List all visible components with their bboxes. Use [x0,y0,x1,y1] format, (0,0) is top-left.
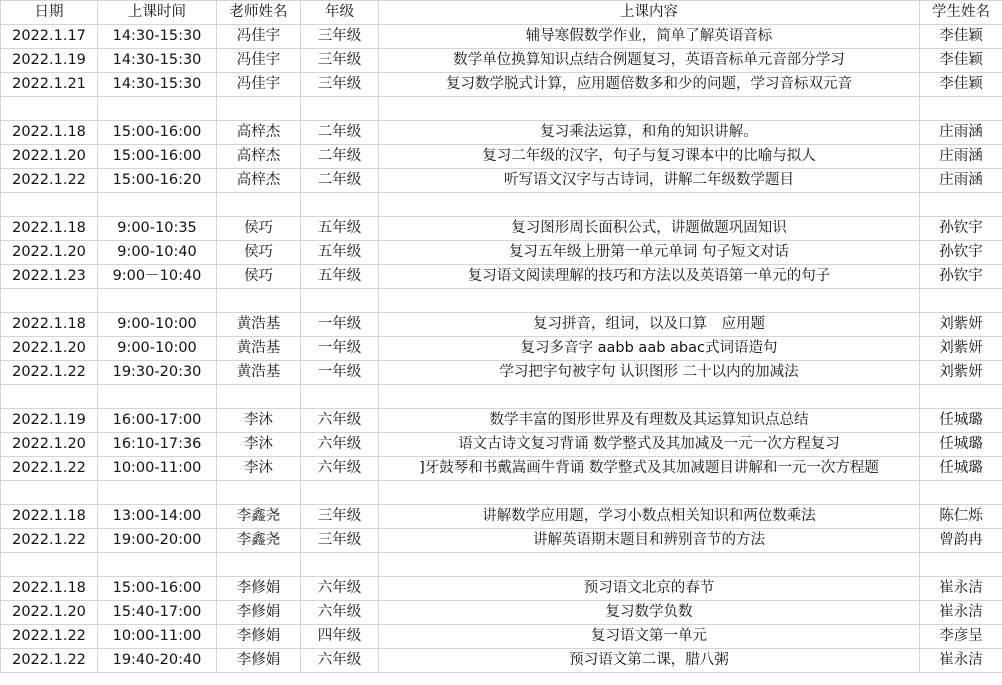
empty-cell[interactable] [217,193,301,217]
date-cell[interactable]: 2022.1.20 [1,433,98,457]
table-row [1,577,1002,601]
grade-cell[interactable]: 六年级 [301,457,379,481]
student-cell[interactable]: 崔永洁 [920,649,1002,673]
time-cell[interactable]: 15:40-17:00 [98,601,217,625]
content-cell[interactable]: ]牙鼓琴和书戴嵩画牛背诵 数学整式及其加减题目讲解和一元一次方程题 [379,457,920,481]
content-cell[interactable]: 复习二年级的汉字，句子与复习课本中的比喻与拟人 [379,145,920,169]
empty-cell[interactable] [301,97,379,121]
teacher-cell[interactable]: 侯巧 [217,265,301,289]
content-cell[interactable]: 数学丰富的图形世界及有理数及其运算知识点总结 [379,409,920,433]
teacher-cell[interactable]: 高梓杰 [217,169,301,193]
time-cell[interactable]: 10:00-11:00 [98,625,217,649]
empty-cell[interactable] [217,289,301,313]
date-cell[interactable]: 2022.1.22 [1,649,98,673]
table-row [1,169,1002,193]
time-cell[interactable]: 9:00－10:40 [98,265,217,289]
empty-cell[interactable] [301,553,379,577]
content-cell[interactable]: 复习乘法运算，和角的知识讲解。 [379,121,920,145]
content-cell[interactable]: 讲解英语期末题目和辨别音节的方法 [379,529,920,553]
content-cell[interactable]: 听写语文汉字与古诗词，讲解二年级数学题目 [379,169,920,193]
teacher-cell[interactable]: 冯佳宇 [217,49,301,73]
empty-row [1,385,1002,409]
student-cell[interactable]: 庄雨涵 [920,145,1002,169]
teacher-cell[interactable]: 高梓杰 [217,145,301,169]
teacher-cell[interactable]: 侯巧 [217,217,301,241]
teacher-cell[interactable]: 冯佳宇 [217,73,301,97]
header-row [1,1,1002,25]
header-cell-teacher[interactable]: 老师姓名 [217,1,301,25]
student-cell[interactable]: 崔永洁 [920,601,1002,625]
table-row [1,433,1002,457]
student-cell[interactable]: 崔永洁 [920,577,1002,601]
empty-cell[interactable] [98,97,217,121]
empty-cell[interactable] [379,553,920,577]
date-cell[interactable]: 2022.1.19 [1,409,98,433]
teacher-cell[interactable]: 高梓杰 [217,121,301,145]
date-cell[interactable]: 2022.1.20 [1,145,98,169]
grade-cell[interactable]: 一年级 [301,313,379,337]
time-cell[interactable]: 19:30-20:30 [98,361,217,385]
content-cell[interactable]: 复习数学脱式计算，应用题倍数多和少的问题，学习音标双元音 [379,73,920,97]
content-cell[interactable]: 讲解数学应用题，学习小数点相关知识和两位数乘法 [379,505,920,529]
grade-cell[interactable]: 三年级 [301,505,379,529]
student-cell[interactable]: 任城璐 [920,409,1002,433]
empty-row [1,289,1002,313]
time-cell[interactable]: 15:00-16:00 [98,145,217,169]
table-row [1,361,1002,385]
student-cell[interactable]: 李佳颖 [920,73,1002,97]
table-row [1,265,1002,289]
date-cell[interactable]: 2022.1.20 [1,241,98,265]
time-cell[interactable]: 15:00-16:00 [98,121,217,145]
empty-row [1,193,1002,217]
empty-cell[interactable] [301,481,379,505]
time-cell[interactable]: 14:30-15:30 [98,73,217,97]
date-cell[interactable]: 2022.1.22 [1,169,98,193]
time-cell[interactable]: 14:30-15:30 [98,25,217,49]
teacher-cell[interactable]: 黄浩基 [217,313,301,337]
grade-cell[interactable]: 一年级 [301,337,379,361]
time-cell[interactable]: 16:10-17:36 [98,433,217,457]
empty-cell[interactable] [98,193,217,217]
empty-cell[interactable] [217,385,301,409]
table-row [1,457,1002,481]
empty-cell[interactable] [920,481,1002,505]
date-cell[interactable]: 2022.1.17 [1,25,98,49]
teacher-cell[interactable]: 李鑫尧 [217,529,301,553]
table-row [1,49,1002,73]
student-cell[interactable]: 庄雨涵 [920,121,1002,145]
empty-cell[interactable] [1,385,98,409]
content-cell[interactable]: 复习五年级上册第一单元单词 句子短文对话 [379,241,920,265]
header-cell-time[interactable]: 上课时间 [98,1,217,25]
empty-cell[interactable] [1,553,98,577]
grade-cell[interactable]: 四年级 [301,625,379,649]
header-cell-student[interactable]: 学生姓名 [920,1,1002,25]
content-cell[interactable]: 预习语文第二课，腊八粥 [379,649,920,673]
empty-cell[interactable] [98,289,217,313]
empty-cell[interactable] [379,289,920,313]
empty-row [1,97,1002,121]
empty-cell[interactable] [379,193,920,217]
table-row [1,241,1002,265]
table-row [1,601,1002,625]
content-cell[interactable]: 语文古诗文复习背诵 数学整式及其加减及一元一次方程复习 [379,433,920,457]
student-cell[interactable]: 任城璐 [920,433,1002,457]
student-cell[interactable]: 孙钦宇 [920,241,1002,265]
header-cell-grade[interactable]: 年级 [301,1,379,25]
empty-cell[interactable] [1,193,98,217]
empty-cell[interactable] [98,553,217,577]
teacher-cell[interactable]: 李鑫尧 [217,505,301,529]
student-cell[interactable]: 任城璐 [920,457,1002,481]
teacher-cell[interactable]: 黄浩基 [217,361,301,385]
grade-cell[interactable]: 六年级 [301,649,379,673]
student-cell[interactable]: 孙钦宇 [920,265,1002,289]
table-row [1,529,1002,553]
table-row [1,145,1002,169]
date-cell[interactable]: 2022.1.20 [1,337,98,361]
header-cell-date[interactable]: 日期 [1,1,98,25]
date-cell[interactable]: 2022.1.18 [1,217,98,241]
table-row [1,649,1002,673]
grade-cell[interactable]: 三年级 [301,529,379,553]
content-cell[interactable]: 复习数学负数 [379,601,920,625]
grade-cell[interactable]: 六年级 [301,409,379,433]
content-cell[interactable]: 学习把字句被字句 认识图形 二十以内的加减法 [379,361,920,385]
empty-cell[interactable] [98,385,217,409]
grade-cell[interactable]: 六年级 [301,601,379,625]
grade-cell[interactable]: 五年级 [301,241,379,265]
empty-row [1,481,1002,505]
date-cell[interactable]: 2022.1.22 [1,529,98,553]
grade-cell[interactable]: 一年级 [301,361,379,385]
time-cell[interactable]: 19:00-20:00 [98,529,217,553]
empty-cell[interactable] [98,481,217,505]
teacher-cell[interactable]: 李沐 [217,457,301,481]
grade-cell[interactable]: 二年级 [301,145,379,169]
date-cell[interactable]: 2022.1.18 [1,505,98,529]
empty-cell[interactable] [920,289,1002,313]
table-row [1,313,1002,337]
teacher-cell[interactable]: 李沐 [217,433,301,457]
date-cell[interactable]: 2022.1.22 [1,625,98,649]
grade-cell[interactable]: 五年级 [301,265,379,289]
content-cell[interactable]: 复习语文第一单元 [379,625,920,649]
date-cell[interactable]: 2022.1.19 [1,49,98,73]
time-cell[interactable]: 9:00-10:00 [98,313,217,337]
time-cell[interactable]: 15:00-16:00 [98,577,217,601]
table-row [1,409,1002,433]
content-cell[interactable]: 预习语文北京的春节 [379,577,920,601]
table-row [1,25,1002,49]
grade-cell[interactable]: 三年级 [301,49,379,73]
time-cell[interactable]: 13:00-14:00 [98,505,217,529]
empty-cell[interactable] [920,553,1002,577]
date-cell[interactable]: 2022.1.21 [1,73,98,97]
empty-cell[interactable] [379,481,920,505]
teacher-cell[interactable]: 李修娟 [217,601,301,625]
student-cell[interactable]: 孙钦宇 [920,217,1002,241]
empty-cell[interactable] [217,481,301,505]
student-cell[interactable]: 陈仁烁 [920,505,1002,529]
grade-cell[interactable]: 六年级 [301,433,379,457]
empty-cell[interactable] [1,481,98,505]
date-cell[interactable]: 2022.1.18 [1,313,98,337]
grade-cell[interactable]: 二年级 [301,169,379,193]
empty-cell[interactable] [379,97,920,121]
date-cell[interactable]: 2022.1.23 [1,265,98,289]
table-row [1,121,1002,145]
teacher-cell[interactable]: 李修娟 [217,649,301,673]
table-row [1,73,1002,97]
empty-row [1,553,1002,577]
date-cell[interactable]: 2022.1.22 [1,457,98,481]
student-cell[interactable]: 庄雨涵 [920,169,1002,193]
date-cell[interactable]: 2022.1.22 [1,361,98,385]
grade-cell[interactable]: 三年级 [301,25,379,49]
teacher-cell[interactable]: 李修娟 [217,577,301,601]
table-row [1,217,1002,241]
empty-cell[interactable] [920,385,1002,409]
time-cell[interactable]: 10:00-11:00 [98,457,217,481]
empty-cell[interactable] [1,97,98,121]
empty-cell[interactable] [301,193,379,217]
student-cell[interactable]: 曾韵冉 [920,529,1002,553]
table-row [1,505,1002,529]
grade-cell[interactable]: 三年级 [301,73,379,97]
empty-cell[interactable] [1,289,98,313]
time-cell[interactable]: 9:00-10:00 [98,337,217,361]
time-cell[interactable]: 16:00-17:00 [98,409,217,433]
time-cell[interactable]: 9:00-10:40 [98,241,217,265]
header-cell-content[interactable]: 上课内容 [379,1,920,25]
date-cell[interactable]: 2022.1.18 [1,121,98,145]
student-cell[interactable]: 李佳颖 [920,49,1002,73]
empty-cell[interactable] [379,385,920,409]
time-cell[interactable]: 9:00-10:35 [98,217,217,241]
content-cell[interactable]: 复习多音字 aabb aab abac式词语造句 [379,337,920,361]
content-cell[interactable]: 复习图形周长面积公式，讲题做题巩固知识 [379,217,920,241]
time-cell[interactable]: 15:00-16:20 [98,169,217,193]
table-row [1,625,1002,649]
student-cell[interactable]: 刘紫妍 [920,361,1002,385]
empty-cell[interactable] [301,289,379,313]
grade-cell[interactable]: 六年级 [301,577,379,601]
teacher-cell[interactable]: 冯佳宇 [217,25,301,49]
content-cell[interactable]: 辅导寒假数学作业，简单了解英语音标 [379,25,920,49]
grade-cell[interactable]: 五年级 [301,217,379,241]
student-cell[interactable]: 李佳颖 [920,25,1002,49]
time-cell[interactable]: 14:30-15:30 [98,49,217,73]
empty-cell[interactable] [920,97,1002,121]
content-cell[interactable]: 复习拼音，组词，以及口算 应用题 [379,313,920,337]
student-cell[interactable]: 刘紫妍 [920,313,1002,337]
teacher-cell[interactable]: 黄浩基 [217,337,301,361]
content-cell[interactable]: 数学单位换算知识点结合例题复习，英语音标单元音部分学习 [379,49,920,73]
teacher-cell[interactable]: 李沐 [217,409,301,433]
teacher-cell[interactable]: 李修娟 [217,625,301,649]
time-cell[interactable]: 19:40-20:40 [98,649,217,673]
empty-cell[interactable] [920,193,1002,217]
date-cell[interactable]: 2022.1.20 [1,601,98,625]
empty-cell[interactable] [301,385,379,409]
content-cell[interactable]: 复习语文阅读理解的技巧和方法以及英语第一单元的句子 [379,265,920,289]
student-cell[interactable]: 李彦呈 [920,625,1002,649]
empty-cell[interactable] [217,553,301,577]
date-cell[interactable]: 2022.1.18 [1,577,98,601]
table-row [1,337,1002,361]
empty-cell[interactable] [217,97,301,121]
grade-cell[interactable]: 二年级 [301,121,379,145]
teacher-cell[interactable]: 侯巧 [217,241,301,265]
student-cell[interactable]: 刘紫妍 [920,337,1002,361]
